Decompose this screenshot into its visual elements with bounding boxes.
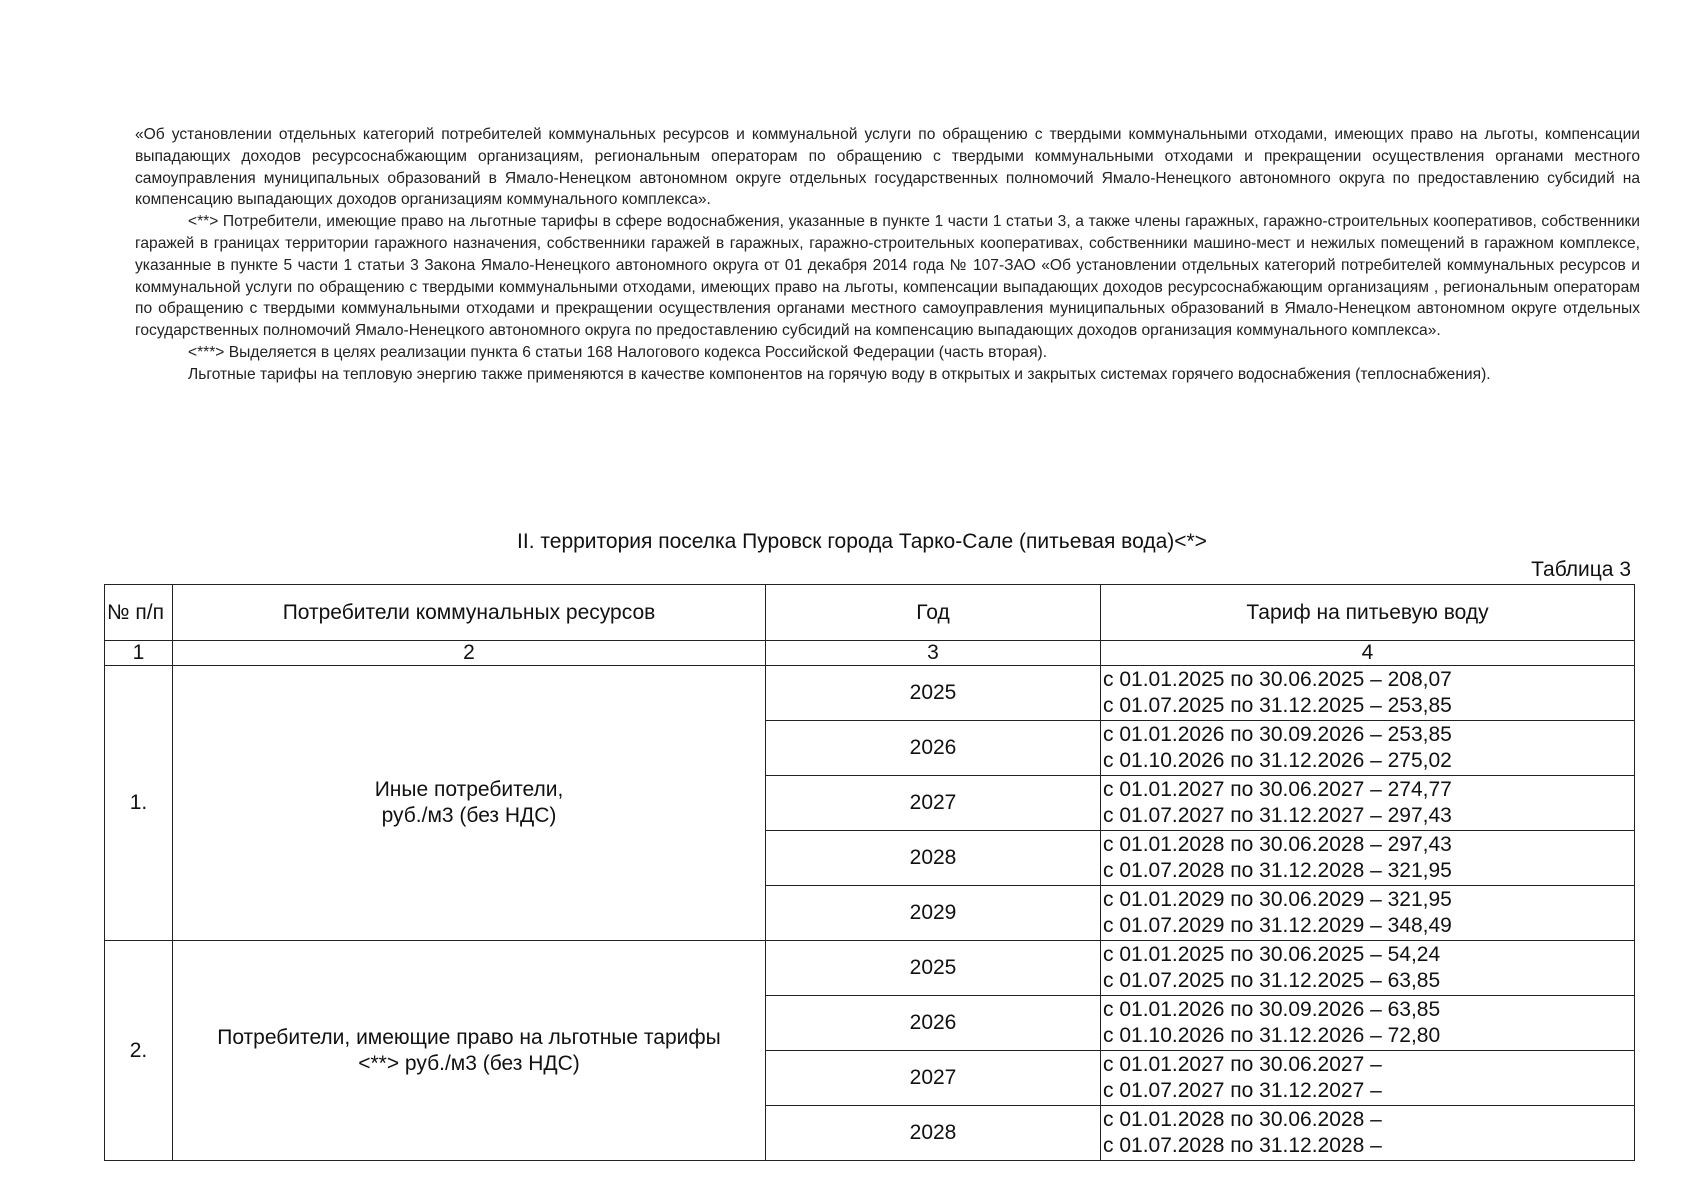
row-index: 2. [105,941,173,1161]
tariff-period: с 01.07.2028 по 31.12.2028 – 321,95 [1103,859,1452,882]
year-cell: 2026 [766,996,1101,1051]
table-header-row [105,585,1635,641]
footnote-law-title: «Об установлении отдельных категорий потребителей коммунальных ресурсов и коммунальной услуги по обращению с твердыми коммунальными отходами, имеющих право на льготы, компенсации выпадающих доходов ресурсоснабжающим организациям, региональным операторам по обращению с твердыми коммунальными отходами и прекращении осуществления органами местного самоуправления муниципальных образований в Ямало-Ненецком автономном округе отдельных государственных полномочий Ямало-Ненецкого автономного округа по предоставлению субсидий на компенсацию выпадающих доходов организациям коммунального комплекса». [135,126,1640,209]
tariff-period: с 01.01.2029 по 30.06.2029 – 321,95 [1103,888,1452,911]
year-cell: 2029 [766,886,1101,941]
tariff-table [104,584,1635,1161]
column-number: 2 [173,641,766,666]
year-cell: 2026 [766,721,1101,776]
tariff-period: с 01.10.2026 по 31.12.2026 – 275,02 [1103,749,1452,772]
tariff-period: с 01.07.2025 по 31.12.2025 – 253,85 [1103,694,1452,717]
tariff-period: с 01.01.2026 по 30.09.2026 – 63,85 [1103,998,1441,1021]
tariff-period: с 01.10.2026 по 31.12.2026 – 72,80 [1103,1024,1441,1047]
year-cell: 2028 [766,831,1101,886]
year-cell: 2028 [766,1106,1101,1161]
header-consumers: Потребители коммунальных ресурсов [173,585,766,641]
consumer-line: Иные потребители, [374,778,564,801]
tariff-period: с 01.01.2026 по 30.09.2026 – 253,85 [1103,723,1452,746]
section-title: II. территория поселка Пуровск города Тарко-Сале (питьевая вода)<*> [517,530,1207,553]
tariff-cell [1101,831,1635,886]
tariff-period: с 01.01.2028 по 30.06.2028 – 297,43 [1103,833,1452,856]
tariff-period: с 01.07.2025 по 31.12.2025 – 63,85 [1103,969,1441,992]
column-number: 3 [766,641,1101,666]
footnote-double-asterisk: <**> Потребители, имеющие право на льготные тарифы в сфере водоснабжения, указанные в пункте 1 части 1 статьи 3, а также члены гаражных, гаражно-строительных кооперативов, собственники гаражей в границах территории гаражного назначения, собственники гаражей в гаражных, гаражно-строительных кооперативах, собственники машино-мест и нежилых помещений в гаражном комплексе, указанные в пункте 5 части 1 статьи 3 Закона Ямало-Ненецкого автономного округа от 01 декабря 2014 года № 107-ЗАО «Об установлении отдельных категорий потребителей коммунальных ресурсов и коммунальной услуги по обращению с твердыми коммунальными отходами, имеющих право на льготы, компенсации выпадающих доходов ресурсоснабжающим организациям , региональным операторам по обращению с твердыми коммунальными отходами и прекращении осуществления органами местного самоуправления муниципальных образований в Ямало-Ненецком автономном округе отдельных государственных полномочий Ямало-Ненецкого автономного округа по предоставлению субсидий на компенсацию выпадающих доходов организация коммунального комплекса». [135,213,1640,340]
year-cell: 2027 [766,776,1101,831]
tariff-period: с 01.01.2025 по 30.06.2025 – 54,24 [1103,943,1441,966]
footnote-triple-asterisk: <***> Выделяется в целях реализации пункта 6 статьи 168 Налогового кодекса Российской Федерации (часть вторая). [188,343,1048,361]
consumer-line: Потребители, имеющие право на льготные тарифы [217,1025,721,1049]
tariff-cell [1101,721,1635,776]
table-row [105,941,1635,996]
tariff-period: с 01.01.2025 по 30.06.2025 – 208,07 [1103,668,1452,691]
tariff-period: с 01.01.2028 по 30.06.2028 – [1103,1108,1382,1131]
tariff-period: с 01.07.2029 по 31.12.2029 – 348,49 [1103,914,1452,937]
consumer-line: руб./м3 (без НДС) [381,804,557,827]
tariff-period: с 01.07.2027 по 31.12.2027 – 297,43 [1103,804,1452,827]
tariff-cell [1101,886,1635,941]
header-tariff: Тариф на питьевую воду [1101,585,1635,641]
table-label: Таблица 3 [1531,558,1631,581]
column-number: 1 [105,641,173,666]
tariff-period: с 01.07.2028 по 31.12.2028 – [1103,1134,1382,1157]
year-cell: 2025 [766,666,1101,721]
tariff-period: с 01.01.2027 по 30.06.2027 – 274,77 [1103,778,1452,801]
consumer-category [173,666,766,941]
tariff-cell [1101,666,1635,721]
tariff-period: с 01.07.2027 по 31.12.2027 – [1103,1079,1382,1102]
footnotes [135,124,1640,386]
tariff-period: с 01.01.2027 по 30.06.2027 – [1103,1053,1382,1076]
row-index: 1. [105,666,173,941]
column-number: 4 [1101,641,1635,666]
year-cell: 2025 [766,941,1101,996]
tariff-cell [1101,776,1635,831]
tariff-cell [1101,1106,1635,1161]
footnote-heat-energy: Льготные тарифы на тепловую энергию также применяются в качестве компонентов на горячую воду в открытых и закрытых системах горячего водоснабжения (теплоснабжения). [188,365,1491,383]
consumer-line: <**> руб./м3 (без НДС) [358,1051,580,1075]
header-year: Год [766,585,1101,641]
tariff-cell [1101,996,1635,1051]
table-row [105,666,1635,721]
consumer-category [173,941,766,1161]
tariff-cell [1101,941,1635,996]
header-number: № п/п [105,585,173,641]
tariff-cell [1101,1051,1635,1106]
column-number-row [105,641,1635,666]
year-cell: 2027 [766,1051,1101,1106]
